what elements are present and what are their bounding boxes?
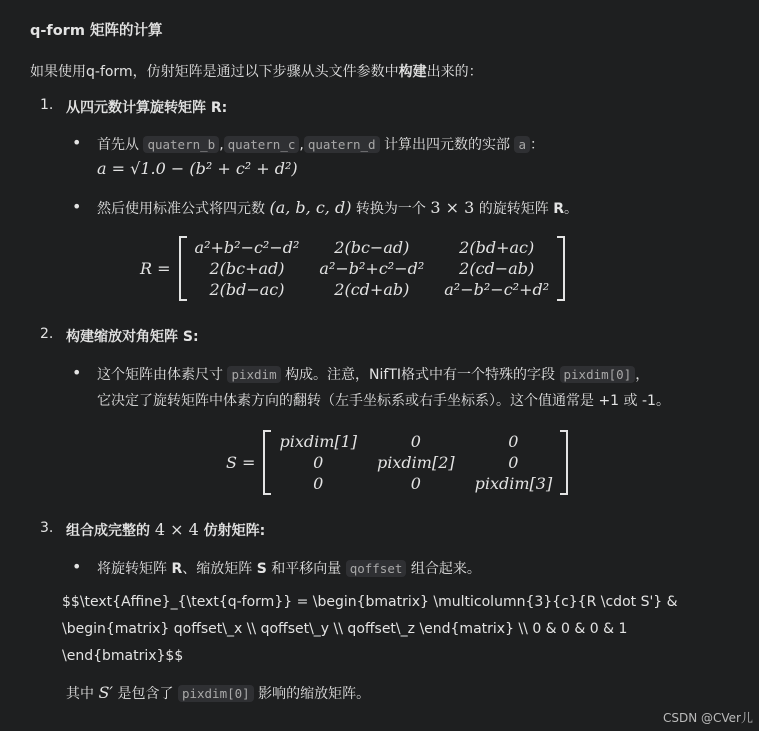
matrix-cell: pixdim[3] bbox=[474, 474, 553, 493]
bullet-text-line2: 它决定了旋转矩阵中体素方向的翻转（左手坐标系或右手坐标系）。这个值通常是 +1 或 -1。 bbox=[97, 393, 670, 409]
bullet-icon: • bbox=[72, 363, 82, 382]
matrix-lhs: R = bbox=[140, 259, 171, 278]
text: 仿射矩阵: bbox=[203, 523, 266, 539]
matrix-cell: 2(cd−ab) bbox=[459, 259, 535, 278]
matrix-cell: 0 bbox=[313, 474, 324, 493]
step-number: 2. bbox=[40, 326, 54, 342]
bullet-text bbox=[97, 198, 578, 218]
matrix-lhs: S = bbox=[226, 453, 256, 472]
text: 将旋转矩阵 bbox=[97, 561, 167, 577]
intro-bold: 构建 bbox=[398, 64, 427, 80]
rotation-matrix bbox=[140, 236, 565, 301]
bullet-text: 首先从 quatern_b , quatern_c , quatern_d 计算出四元数的实部 a ： bbox=[97, 137, 544, 153]
step-heading bbox=[66, 520, 265, 540]
latex-line: \end{bmatrix}$$ bbox=[62, 648, 184, 664]
code-inline: quatern_b bbox=[143, 136, 219, 153]
math-inline: S′ bbox=[98, 683, 114, 702]
text: 的旋转矩阵 bbox=[478, 201, 549, 217]
code-inline: pixdim[0] bbox=[560, 366, 636, 383]
code-inline: quatern_c bbox=[224, 136, 300, 153]
code-inline: qoffset bbox=[346, 560, 407, 577]
matrix-cell: a²+b²−c²−d² bbox=[194, 238, 300, 257]
code-inline: a bbox=[514, 136, 530, 153]
formula-a: a = √1.0 − (b² + c² + d²) bbox=[97, 159, 298, 178]
text: 是包含了 bbox=[117, 686, 174, 702]
matrix-cell: 2(bd+ac) bbox=[459, 238, 535, 257]
matrix-cell: 2(cd+ab) bbox=[334, 280, 410, 299]
text: 首先从 bbox=[97, 137, 139, 153]
step-heading: 构建缩放对角矩阵 S: bbox=[66, 329, 199, 345]
text: 、缩放矩阵 bbox=[182, 561, 253, 577]
latex-line: \begin{matrix} qoffset\_x \\ qoffset\_y \\ qoffset\_z \end{matrix} \\ 0 & 0 & 0 & 1 bbox=[62, 621, 628, 637]
matrix-cell: a²−b²−c²+d² bbox=[444, 280, 550, 299]
code-inline: pixdim bbox=[227, 366, 280, 383]
math-inline: 4 × 4 bbox=[154, 520, 199, 539]
text-bold: R bbox=[171, 561, 183, 577]
text-bold: R bbox=[553, 201, 564, 217]
text: ： bbox=[530, 137, 544, 153]
matrix-cell: pixdim[1] bbox=[279, 432, 358, 451]
bullet-text bbox=[97, 558, 481, 578]
note-text bbox=[66, 683, 370, 703]
text: 转换为一个 bbox=[355, 201, 426, 217]
text: 然后使用标准公式将四元数 bbox=[97, 201, 265, 217]
text: 组合起来。 bbox=[410, 561, 481, 577]
raw-latex bbox=[62, 589, 678, 670]
text: 。 bbox=[563, 201, 578, 217]
bullet-icon: • bbox=[72, 557, 82, 576]
text: 组合成完整的 bbox=[66, 523, 150, 539]
text: 计算出四元数的实部 bbox=[384, 137, 511, 153]
math-inline: 3 × 3 bbox=[430, 198, 475, 217]
code-inline: pixdim[0] bbox=[178, 685, 254, 702]
text: ， bbox=[635, 367, 650, 383]
step-number: 3. bbox=[40, 520, 54, 536]
bullet-text bbox=[97, 364, 649, 384]
bullet-icon: • bbox=[72, 133, 82, 152]
matrix-cell: 2(bc−ad) bbox=[334, 238, 410, 257]
matrix-cell: 2(bc+ad) bbox=[209, 259, 285, 278]
code-inline: quatern_d bbox=[304, 136, 380, 153]
text: 构成。注意，NifTI格式中有一个特殊的字段 bbox=[285, 367, 556, 383]
intro-paragraph bbox=[30, 61, 483, 81]
bullet-icon: • bbox=[72, 197, 82, 216]
watermark: CSDN @CVer儿 bbox=[662, 711, 753, 725]
matrix-cell: 0 bbox=[313, 453, 324, 472]
text: 影响的缩放矩阵。 bbox=[258, 686, 371, 702]
text-bold: S bbox=[256, 561, 267, 577]
math-inline: (a, b, c, d) bbox=[269, 198, 352, 217]
text: 和平移向量 bbox=[271, 561, 342, 577]
intro-text: 如果使用q-form，仿射矩阵是通过以下步骤从头文件参数中 bbox=[30, 64, 399, 80]
matrix-cell: 2(bd−ac) bbox=[209, 280, 285, 299]
matrix-cell: 0 bbox=[410, 474, 421, 493]
step-number: 1. bbox=[40, 97, 54, 113]
matrix-cell: 0 bbox=[508, 432, 519, 451]
text: 其中 bbox=[66, 686, 94, 702]
latex-line: $$\text{Affine}_{\text{q-form}} = \begin{bmatrix} \multicolumn{3}{c}{R \cdot S'} & bbox=[62, 594, 678, 610]
matrix-cell: 0 bbox=[410, 432, 421, 451]
matrix-cell: a²−b²+c²−d² bbox=[319, 259, 425, 278]
intro-text-end: 出来的： bbox=[426, 64, 483, 80]
text: 这个矩阵由体素尺寸 bbox=[97, 367, 223, 383]
step-heading: 从四元数计算旋转矩阵 R: bbox=[66, 100, 228, 116]
matrix-cell: pixdim[2] bbox=[377, 453, 455, 472]
section-title: q-form 矩阵的计算 bbox=[30, 23, 163, 39]
matrix-cell: 0 bbox=[508, 453, 519, 472]
scale-matrix bbox=[226, 430, 568, 495]
